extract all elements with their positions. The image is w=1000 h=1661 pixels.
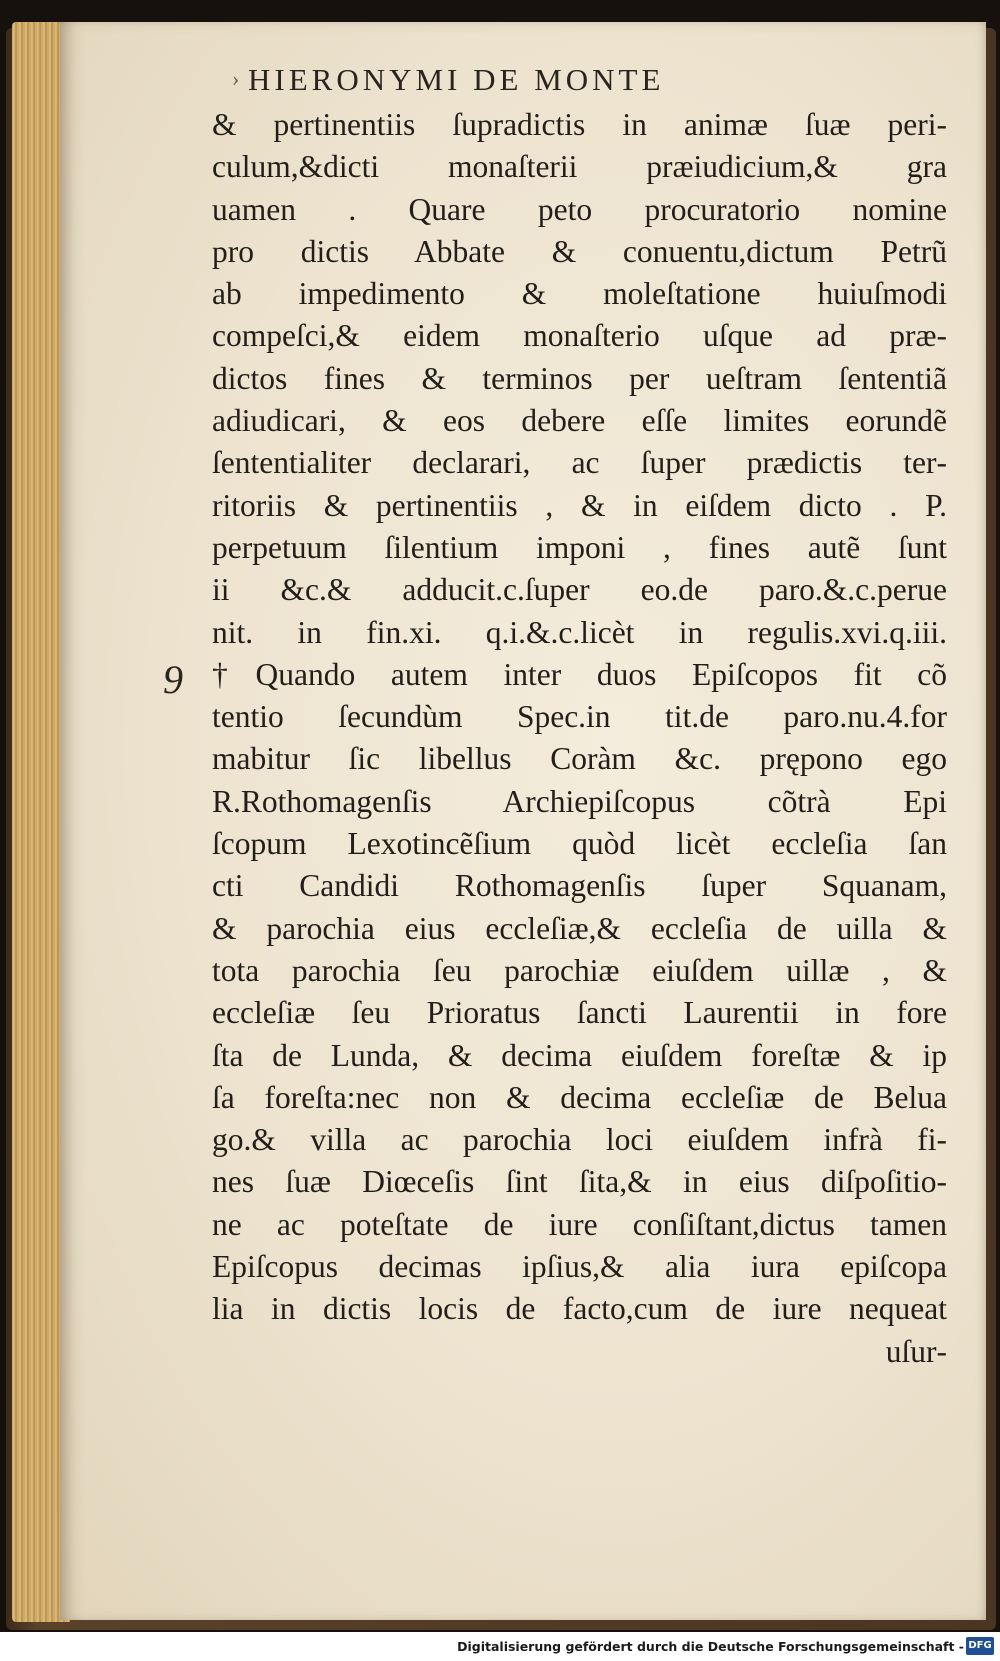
text-line: nit. in fin.xi. q.i.&.c.licèt in regulis.xvi.q.iii.: [212, 614, 947, 650]
running-title: HIERONYMI DE MONTE: [248, 62, 665, 97]
text-line: †Quando autem inter duos Epiſcopos fit cõ: [212, 656, 947, 692]
text-line: & parochia eius eccleſiæ,& eccleſia de uilla &: [212, 910, 947, 946]
text-line: ſententialiter declarari, ac ſuper prædictis ter‐: [212, 445, 947, 481]
text-line: nes ſuæ Diœceſis ſint ſita,& in eius diſpoſitio‐: [212, 1164, 947, 1200]
text-line: ii &c.& adducit.c.ſuper eo.de paro.&.c.perue: [212, 572, 947, 608]
text-line: lia in dictis locis de facto,cum de iure nequeat: [212, 1291, 947, 1327]
text-line: ſta de Lunda, & decima eiuſdem foreſtæ & ip: [212, 1037, 947, 1073]
text-line: uamen . Quare peto procuratorio nomine: [212, 191, 947, 227]
show-through-text: [215, 1352, 815, 1384]
text-line: ritoriis & pertinentiis , & in eiſdem dicto . P.: [212, 487, 947, 523]
text-line: perpetuum ſilentium imponi , fines autẽ ſunt: [212, 529, 947, 565]
text-line: dictos fines & terminos per ueſtram ſententiã: [212, 360, 947, 396]
text-line: R.Rothomagenſis Archiepiſcopus cõtrà Epi: [212, 783, 947, 819]
text-line: ab impedimento & moleſtatione huiuſmodi: [212, 276, 947, 312]
funding-credit: Digitalisierung gefördert durch die Deutsche Forschungsgemeinschaft -: [457, 1639, 964, 1654]
text-line: compeſci,& eidem monaſterio uſque ad præ‐: [212, 318, 947, 354]
text-line: Epiſcopus decimas ipſius,& alia iura epiſcopa: [212, 1249, 947, 1285]
text-line: go.& villa ac parochia loci eiuſdem infrà fi‐: [212, 1122, 947, 1158]
text-line: uſur‐: [885, 1333, 947, 1369]
text-line: adiudicari, & eos debere eſſe limites eorundẽ: [212, 403, 947, 439]
header-ornament: ›: [232, 66, 240, 91]
text-line: ſcopum Lexotincẽſium quòd licèt eccleſia ſan: [212, 826, 947, 862]
body-text: [212, 104, 947, 1373]
footer-bar: [0, 1632, 1000, 1661]
text-line: culum,&dicti monaſterii præiudicium,& gra: [212, 149, 947, 185]
dfg-logo: DFG: [966, 1637, 994, 1655]
margin-number: 9: [163, 657, 183, 702]
text-line: mabitur ſic libellus Coràm &c. prępono ego: [212, 741, 947, 777]
text-line: ſa foreſta:nec non & decima eccleſiæ de Belua: [212, 1079, 947, 1115]
text-line: eccleſiæ ſeu Prioratus ſancti Laurentii in fore: [212, 995, 947, 1031]
text-line: pro dictis Abbate & conuentu,dictum Petrũ: [212, 233, 947, 269]
text-line: tota parochia ſeu parochiæ eiuſdem uillæ , &: [212, 952, 947, 988]
text-line: cti Candidi Rothomagenſis ſuper Squanam,: [212, 868, 947, 904]
text-line: & pertinentiis ſupradictis in animæ ſuæ peri‐: [212, 107, 947, 142]
text-line: ne ac poteſtate de iure conſiſtant,dictus tamen: [212, 1206, 947, 1242]
text-line: tentio ſecundùm Spec.in tit.de paro.nu.4.for: [212, 699, 947, 735]
